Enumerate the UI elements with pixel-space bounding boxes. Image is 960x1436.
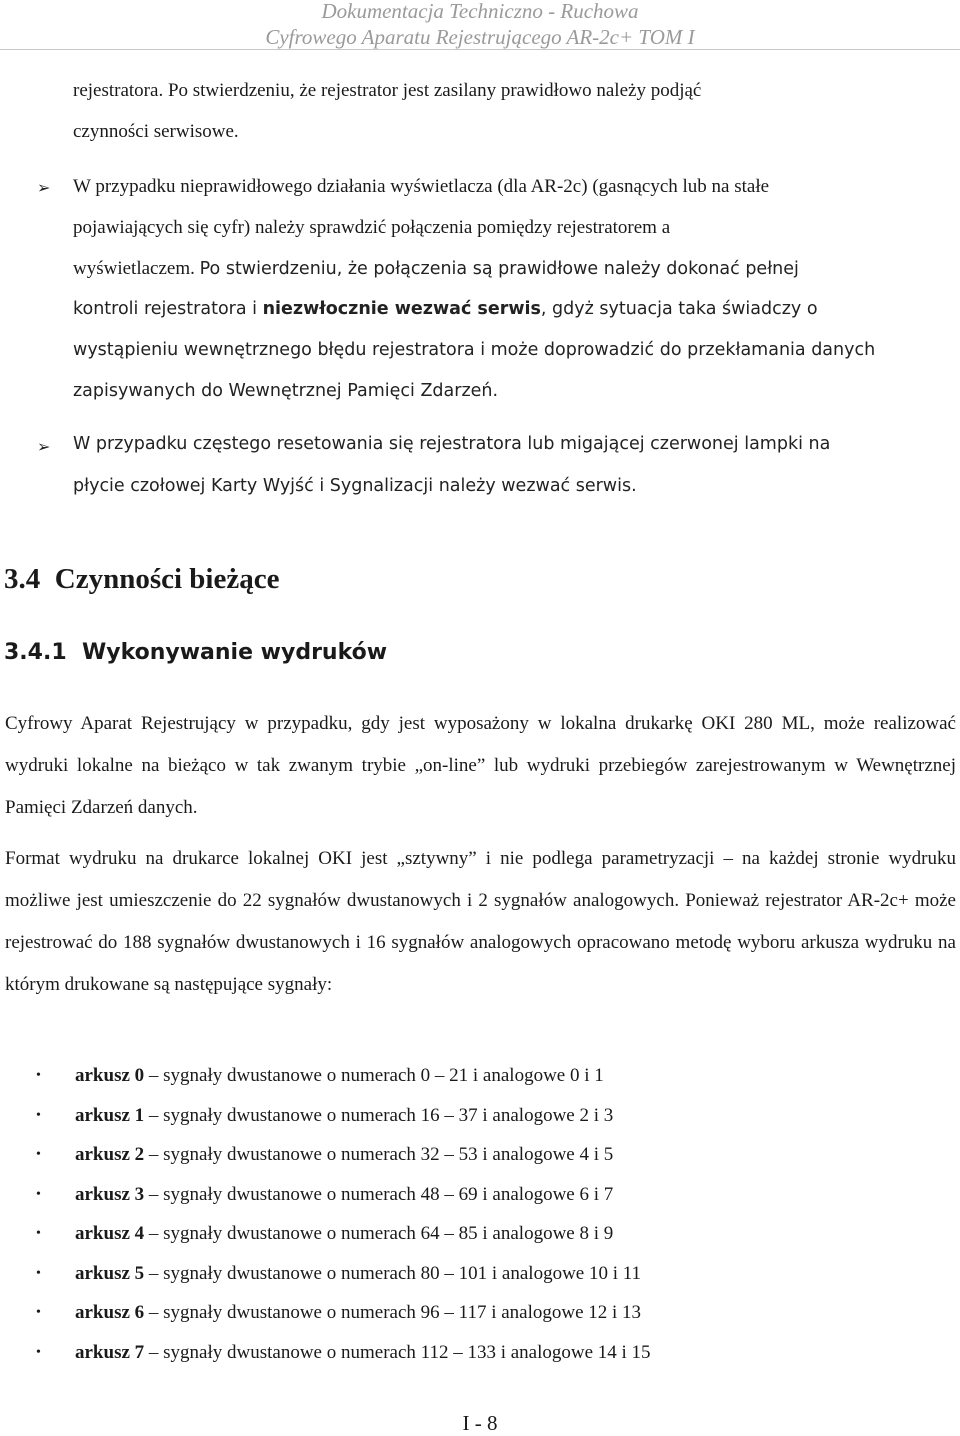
bullet1-line-3b: Po stwierdzeniu, że połączenia są prawidłowe należy dokonać pełnej [199, 259, 799, 279]
bullet1-line-3 [73, 248, 799, 290]
sheet-description: – sygnały dwustanowe o numerach 48 – 69 i analogowe 6 i 7 [144, 1183, 614, 1205]
bullet-dot-icon: • [36, 1344, 41, 1360]
bullet2-line-1: W przypadku częstego resetowania się rejestratora lub migającej czerwonej lampki na [73, 434, 831, 454]
subsection-heading: 3.4.1 Wykonywanie wydruków [4, 640, 388, 665]
bullet-dot-icon: • [36, 1068, 41, 1083]
sheet-description: – sygnały dwustanowe o numerach 112 – 133 i analogowe 14 i 15 [144, 1341, 651, 1363]
sheet-name: arkusz 3 [75, 1183, 145, 1205]
bullet-dot-icon: • [36, 1147, 41, 1162]
bullet2-line-2: płycie czołowej Karty Wyjść i Sygnalizacji należy wezwać serwis. [73, 476, 637, 496]
sheet-name: arkusz 1 [75, 1104, 145, 1126]
paragraph-1: Cyfrowy Aparat Rejestrujący w przypadku, gdy jest wyposażony w lokalna drukarkę OKI 280 ML, może realizować wydruki lokalne na bieżąco w tak zwanym trybie „on-line” lub wydruki przebiegów zarejestrowanym w Wewnętrznej Pamięci Zdarzeń danych. [5, 713, 956, 818]
bullet1-line-2: pojawiających się cyfr) należy sprawdzić połączenia pomiędzy rejestratorem a [73, 217, 671, 238]
bullet1-line-4a: kontroli rejestratora i [73, 299, 257, 319]
bullet1-line-5: wystąpieniu wewnętrznego błędu rejestratora i może doprowadzić do przekłamania danych [73, 340, 876, 360]
sheet-description: – sygnały dwustanowe o numerach 96 – 117 i analogowe 12 i 13 [144, 1302, 642, 1323]
sheet-name: arkusz 0 [75, 1065, 145, 1086]
bullet1-emphasis: niezwłocznie wezwać serwis [262, 299, 541, 319]
bullet1-line-4c: , gdyż sytuacja taka świadczy o [540, 299, 818, 319]
page-number: I - 8 [462, 1411, 498, 1435]
header-line-1: Dokumentacja Techniczno - Ruchowa [321, 0, 639, 23]
header-line-2: Cyfrowego Aparatu Rejestrującego AR-2c+ TOM I [265, 25, 695, 49]
sheet-description: – sygnały dwustanowe o numerach 80 – 101 i analogowe 10 i 11 [144, 1262, 642, 1284]
sheet-name: arkusz 6 [75, 1302, 145, 1323]
bullet1-line-3a: wyświetlaczem. [73, 258, 195, 279]
sheet-name: arkusz 4 [75, 1223, 145, 1244]
bullet-dot-icon: • [36, 1107, 41, 1123]
bullet-dot-icon: • [36, 1265, 41, 1281]
sheet-description: – sygnały dwustanowe o numerach 16 – 37 i analogowe 2 i 3 [144, 1104, 614, 1126]
continuation-line-2: czynności serwisowe. [73, 121, 239, 142]
sheet-description: – sygnały dwustanowe o numerach 0 – 21 i analogowe 0 i 1 [144, 1065, 604, 1086]
header-rule [0, 49, 960, 50]
paragraph-2: Format wydruku na drukarce lokalnej OKI jest „sztywny” i nie podlega parametryzacji – na każdej stronie wydruku możliwe jest umieszczenie do 22 sygnałów dwustanowych i 2 sygnałów analogowych. Ponieważ rejestrator AR-2c+ może rejestrować do 188 sygnałów dwustanowych i 16 sygnałów analogowych opracowano metodę wyboru arkusza wydruku na którym drukowane są następujące sygnały: [5, 848, 956, 995]
section-heading: 3.4 Czynności bieżące [4, 563, 280, 595]
continuation-line-1: rejestratora. Po stwierdzeniu, że rejestrator jest zasilany prawidłowo należy podjąć [73, 80, 702, 101]
bullet1-line-1: W przypadku nieprawidłowego działania wyświetlacza (dla AR-2c) (gasnących lub na stałe [73, 176, 770, 197]
bullet1-line-4 [73, 289, 818, 330]
sheet-description: – sygnały dwustanowe o numerach 64 – 85 i analogowe 8 i 9 [144, 1223, 614, 1244]
arrow-bullet-icon: ➢ [37, 439, 51, 456]
bullet-dot-icon: • [36, 1305, 41, 1320]
sheet-name: arkusz 2 [75, 1144, 145, 1165]
bullet-dot-icon: • [36, 1226, 41, 1241]
arrow-bullet-icon: ➢ [37, 180, 51, 197]
sheet-description: – sygnały dwustanowe o numerach 32 – 53 i analogowe 4 i 5 [144, 1144, 614, 1165]
bullet-dot-icon: • [36, 1186, 41, 1202]
sheet-name: arkusz 5 [75, 1262, 145, 1284]
bullet1-line-6: zapisywanych do Wewnętrznej Pamięci Zdarzeń. [73, 381, 499, 401]
sheet-name: arkusz 7 [75, 1341, 145, 1363]
